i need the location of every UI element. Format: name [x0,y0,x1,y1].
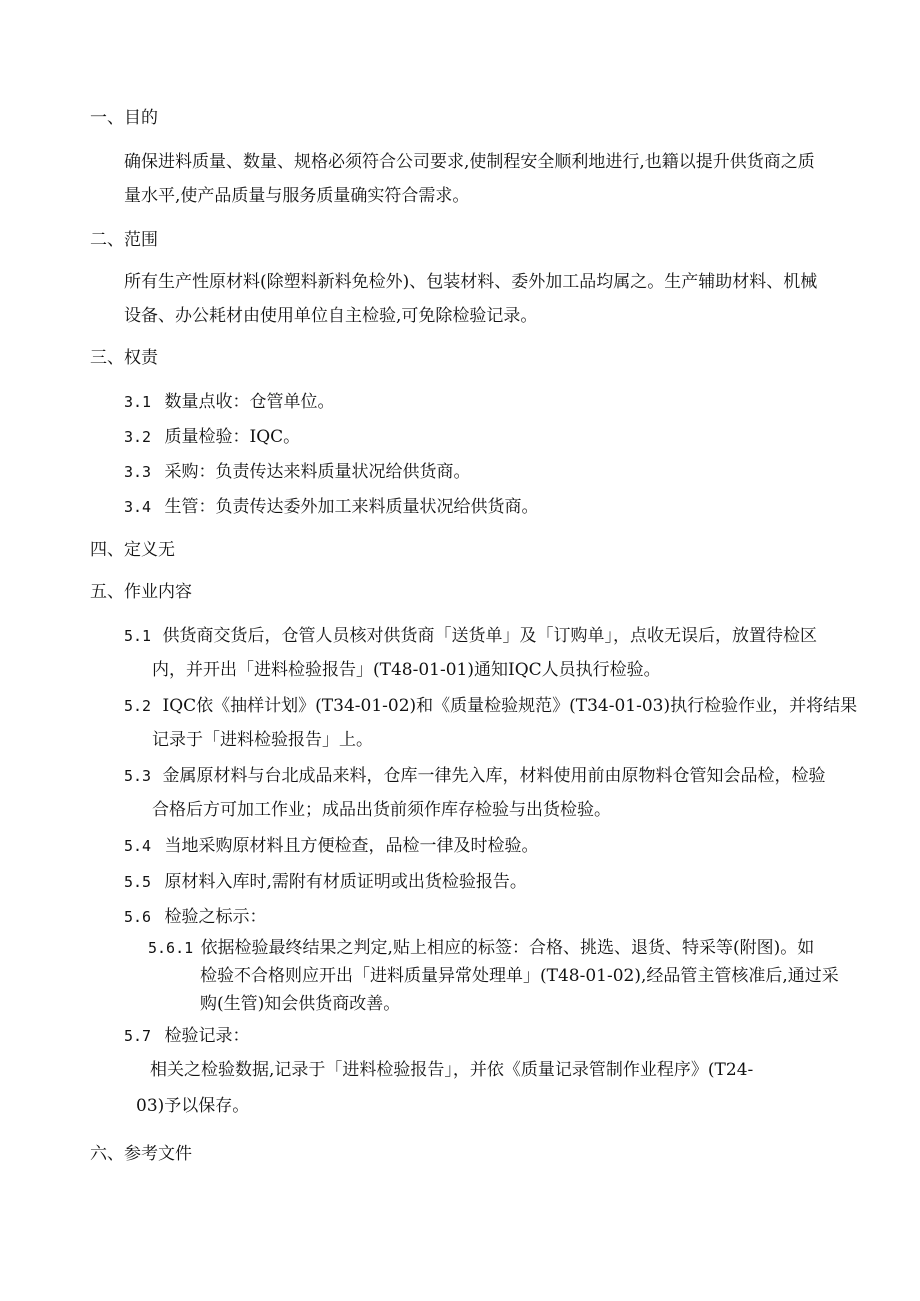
list-item [124,694,857,718]
paragraph-line: 确保进料质量、数量、规格必须符合公司要求,使制程安全顺利地进行,也籍以提升供货商之质 [124,152,815,172]
item-text: IQC依《抽样计划》(T34-01-02)和《质量检验规范》(T34-01-03)执行检验作业，并将结果 [162,696,858,716]
item-number: 5.6 [124,908,152,926]
item-number: 3.4 [124,498,152,516]
list-item [124,905,267,929]
list-item [124,425,300,449]
section-heading-procedure: 五、作业内容 [90,582,192,602]
item-number: 5.1 [124,627,152,645]
item-number: 5.2 [124,697,152,715]
item-text: 当地采购原材料且方便检查，品检一律及时检验。 [164,836,539,856]
list-item [124,1024,250,1048]
list-item [124,624,817,648]
item-text: 原材料入库时,需附有材质证明或出货检验报告。 [164,872,527,892]
item-text: 数量点收：仓管单位。 [164,392,335,412]
item-text-continued: 购(生管)知会供货商改善。 [200,994,401,1014]
list-item [124,495,539,519]
section-heading-scope: 二、范围 [90,230,158,250]
item-text-continued: 记录于「进料检验报告」上。 [152,730,373,750]
item-number: 3.2 [124,428,152,446]
item-text: 采购：负责传达来料质量状况给供货商。 [164,462,471,482]
item-text: 检验之标示： [164,907,267,927]
section-heading-references: 六、参考文件 [90,1144,192,1164]
list-item [124,870,527,894]
item-number: 3.1 [124,393,152,411]
item-text: 金属原材料与台北成品来料，仓库一律先入库，材料使用前由原物料仓管知会品检，检验 [162,766,826,786]
paragraph-line: 设备、办公耗材由使用单位自主检验,可免除检验记录。 [124,306,538,326]
item-text-continued: 检验不合格则应开出「进料质量异常处理单」(T48-01-02),经品管主管核准后,通过采 [200,966,839,986]
item-number: 3.3 [124,463,152,481]
item-number: 5.7 [124,1027,152,1045]
list-item [124,460,471,484]
list-item [124,764,826,788]
item-text-continued: 合格后方可加工作业；成品出货前须作库存检验与出货检验。 [152,800,611,820]
item-text: 依据检验最终结果之判定,贴上相应的标签：合格、挑选、退货、特采等(附图)。如 [200,938,815,958]
item-number: 5.4 [124,837,152,855]
list-item [124,390,335,414]
item-text-continued: 内，并开出「进料检验报告」(T48-01-01)通知IQC人员执行检验。 [152,660,661,680]
list-item [124,834,539,858]
section-heading-responsibility: 三、权责 [90,348,158,368]
item-text: 检验记录： [164,1026,250,1046]
paragraph-line: 量水平,使产品质量与服务质量确实符合需求。 [124,186,470,206]
item-number: 5.5 [124,873,152,891]
item-text: 质量检验：IQC。 [164,427,301,447]
item-text: 供货商交货后，仓管人员核对供货商「送货单」及「订购单」，点收无误后，放置待检区 [162,626,817,646]
paragraph-line: 所有生产性原材料(除塑料新料免检外)、包装材料、委外加工品均属之。生产辅助材料、机械 [124,272,818,292]
item-text: 生管：负责传达委外加工来料质量状况给供货商。 [164,497,539,517]
list-item [148,936,814,960]
section-heading-definition: 四、定义无 [90,540,175,560]
section-heading-purpose: 一、目的 [90,108,158,128]
paragraph-line: 03)予以保存。 [136,1096,250,1116]
item-number: 5.3 [124,767,152,785]
paragraph-line: 相关之检验数据,记录于「进料检验报告」，并依《质量记录管制作业程序》(T24- [150,1060,754,1080]
item-number: 5.6.1 [148,939,194,957]
